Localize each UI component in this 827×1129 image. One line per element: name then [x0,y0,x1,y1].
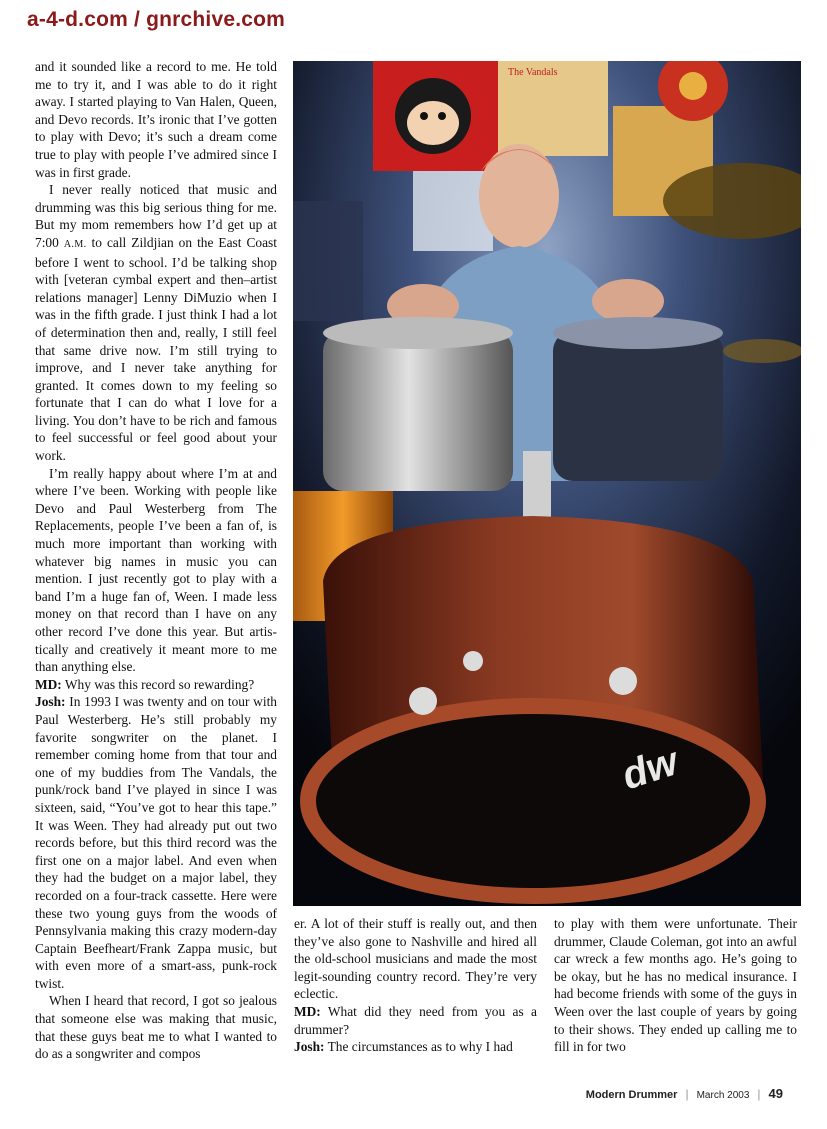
issue-date: March 2003 [696,1090,750,1101]
cymbal [723,339,801,363]
footer-divider: | [757,1087,761,1101]
bass-drum-head [308,706,758,896]
article-column-2 [294,915,537,1056]
paragraph: When I heard that record, I got so jealous that someone else was making that music, that these guys beat me to what I wanted to do as a songwriter and compos [35,993,277,1062]
vandals-poster-title: The Vandals [508,67,558,78]
article-column-1 [35,58,277,1063]
interview-answer: Josh: In 1993 I was twenty and on tour with Paul Westerberg. He’s still probably my favorite songwriter on the planet. I remember coming home from that tour and one of my buddies from The Vandals, the punk/rock band I’ve played in since I was sixteen, said, “You’ve got to hear this tape.” It was Ween. They had already put out two records before, but this third record was the first one on a major label. And even when they had the budget on a major label, they recorded on a four-track cassette. Here were these two young guys from the woods of Pennsylvania making this crazy modern-day Captain Beefheart/Frank Zappa music, but with even more of a smart-ass, punk-rock twist. [35,694,277,991]
paragraph: and it sounded like a record to me. He told me to try it, and I was able to do it right away. I started playing to Van Halen, Queen, and Devo records. It’s ironic that I’ve gotten to play with Devo; it’s such a dream come true to play with people I’ve admired since I was in first grade. [35,59,277,180]
sparkle-tom-drum [323,331,513,491]
paragraph: to play with them were unfortunate. Their drummer, Claude Coleman, got into an awful car wreck a few months ago. He’s going to be okay, but he has no medical insurance. I had become friends with some of the guys in Ween over the last couple of years by going to their shows. They ended up calling me to fill in for two [554,916,797,1055]
magazine-name: Modern Drummer [585,1089,678,1101]
dw-logo: dw [616,739,684,799]
paragraph: I’m really happy about where I’m at and where I’ve been. Working with people like Devo and Paul Westerberg from The Replacements, people I’ve been a fan of, is much more important than working with whatever big names in music you can mention. I just recently got to play with a band I’m a huge fan of, Ween. I made less money on that record than I have on any other record I’ve done this year. But artistically and creatively it meant more to me than anything else. [35,465,277,675]
site-watermark: a-4-d.com / gnrchive.com [27,8,286,31]
drummer-right-hand [592,279,664,323]
interview-question: MD: What did they need from you as a drummer? [294,1003,537,1037]
footer-divider: | [685,1087,689,1101]
lug [609,667,637,695]
drummer-photo-illustration [293,61,801,906]
drummer-photo [293,61,801,906]
interview-answer: Josh: The circumstances as to why I had [294,1039,513,1055]
article-column-3 [554,915,797,1056]
page-footer [586,1086,783,1101]
paragraph: er. A lot of their stuff is really out, and then they’ve also gone to Nashville and hired all the old-school musicians and made the most legit-sounding country record. They’re very eclectic. [294,916,537,1002]
lug [409,687,437,715]
black-tom-drum [553,331,723,481]
interview-question: MD: Why was this record so rewarding? [35,676,255,692]
page-number: 49 [768,1086,783,1101]
paragraph: I never really noticed that music and drumming was this big serious thing for me. But my mom remembers how I’d get up at 7:00 A.M. to call Zildjian on the East Coast before I went to school. I’d be talking shop with [veteran cymbal expert and then–artist relations manager] Lenny DiMuzio when I was in the fifth grade. I just think I had a lot of determination then and, really, I still feel that same drive now. I’m still trying to improve, and I never take anything for granted. It comes down to my feeling so fortunate that I can do what I love for a living. You don’t have to be rich and famous to feel successful or feel good about your work. [35,182,277,464]
lug [463,651,483,671]
